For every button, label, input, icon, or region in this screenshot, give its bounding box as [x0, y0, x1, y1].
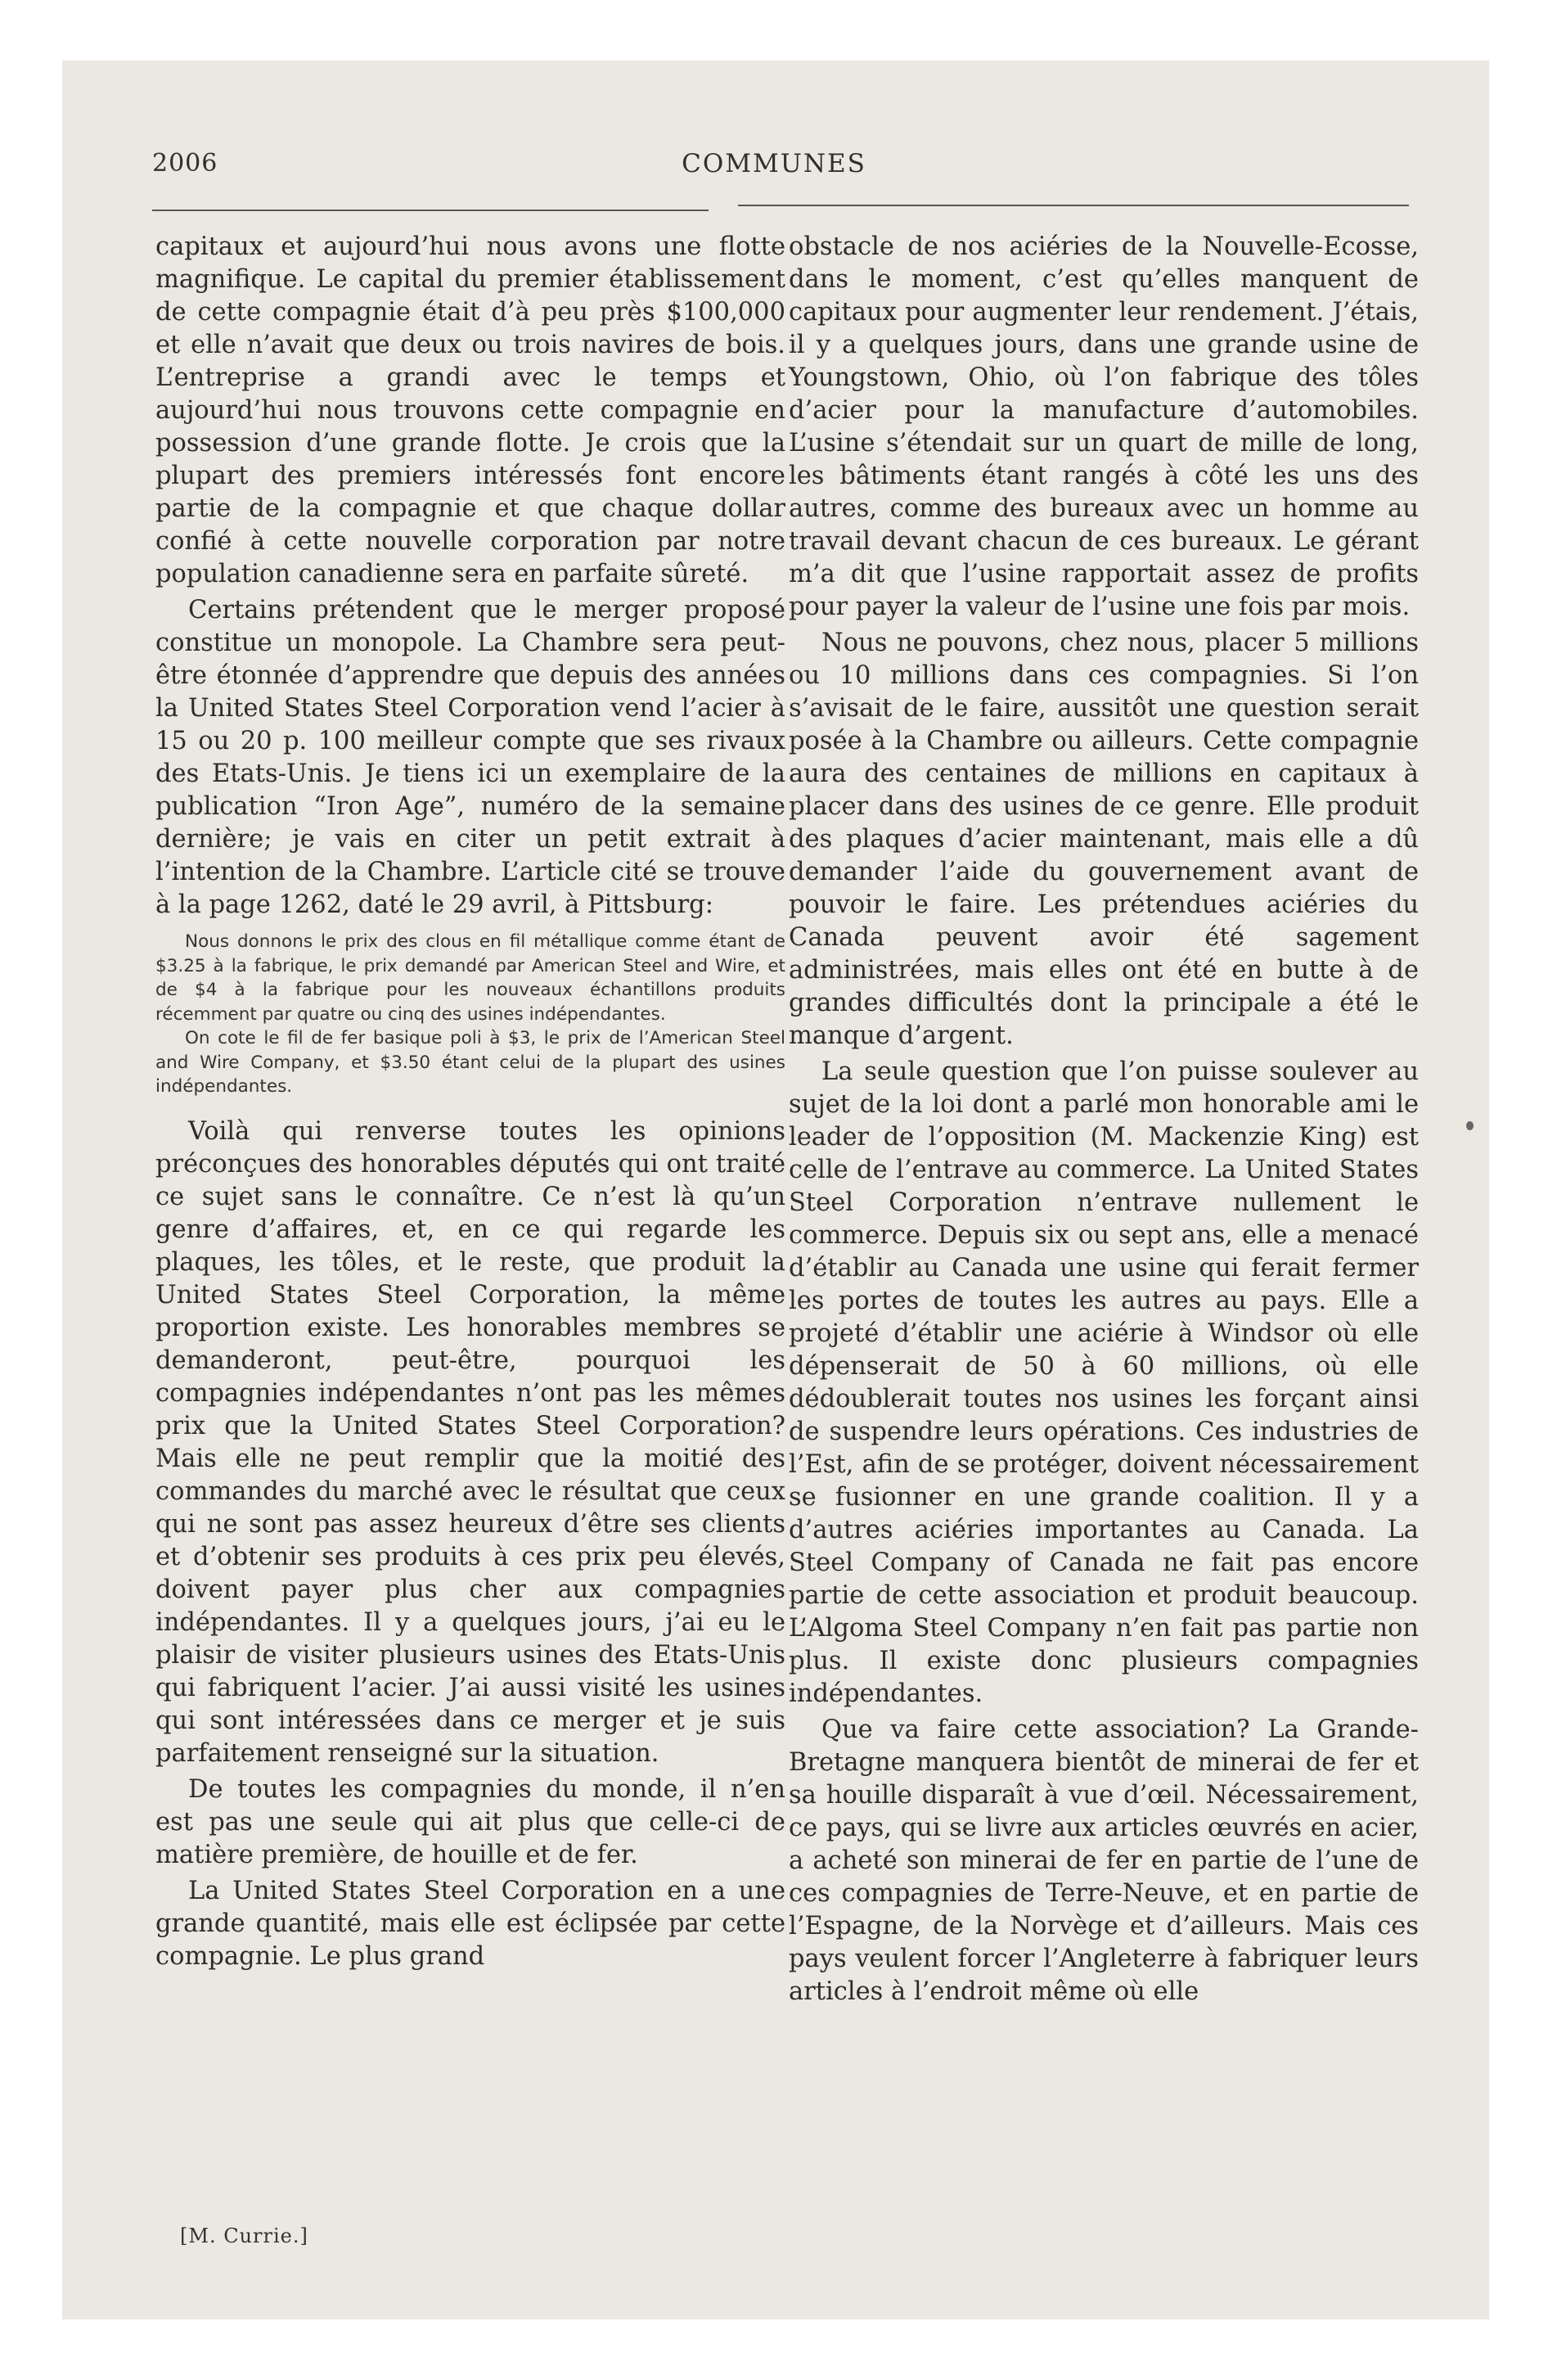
paragraph: Certains prétendent que le merger proposé constitue un monopole. La Chambre sera peut-être étonnée d’apprendre que depuis des années la United States Steel Corporation vend l’acier à 15 ou 20 p. 100 meilleur compte que ses rivaux des Etats-Unis. Je tiens ici un exemplaire de la publication “Iron Age”, numéro de la semaine dernière; je vais en citer un petit extrait à l’intention de la Chambre. L’article cité se trouve à la page 1262, daté le 29 avril, à Pittsburg: [155, 596, 785, 919]
header-rule-right [738, 205, 1409, 206]
quote-paragraph: On cote le fil de fer basique poli à $3, le prix de l’American Steel and Wire Company, et $3.50 étant celui de la plupart des usines indépendantes. [155, 1028, 785, 1097]
paragraph: Voilà qui renverse toutes les opinions préconçues des honorables députés qui ont traité ce sujet sans le connaître. Ce n’est là qu’un genre d’affaires, et, en ce qui regarde les plaques, les tôles, et le reste, que produit la United States Steel Corporation, la même proportion existe. Les honorables membres se demanderont, peut-être, pourquoi les compagnies indépendantes n’ont pas les mêmes prix que la United States Steel Corporation? Mais elle ne peut remplir que la moitié des commandes du marché avec le résultat que ceux qui ne sont pas assez heureux d’être ses clients et d’obtenir ses produits à ces prix peu élevés, doivent payer plus cher aux compagnies indépendantes. Il y a quelques jours, j’ai eu le plaisir de visiter plusieurs usines des Etats-Unis qui fabriquent l’acier. J’ai aussi visité les usines qui sont intéressées dans ce merger et je suis parfaitement renseigné sur la situation. [155, 1116, 785, 1768]
right-column [789, 231, 1419, 2012]
paragraph: Nous ne pouvons, chez nous, placer 5 millions ou 10 millions dans ces compagnies. Si l’on s’avisait de le faire, aussitôt une question serait posée à la Chambre ou ailleurs. Cette compagnie aura des centaines de millions en capitaux à placer dans des usines de ce genre. Elle produit des plaques d’acier maintenant, mais elle a dû demander l’aide du gouvernement avant de pouvoir le faire. Les prétendues aciéries du Canada peuvent avoir été sagement administrées, mais elles ont été en butte à de grandes difficultés dont la principale a été le manque d’argent. [789, 629, 1419, 1050]
block-quote [155, 930, 785, 1099]
header-rule-left [152, 210, 709, 211]
quote-paragraph: Nous donnons le prix des clous en fil métallique comme étant de $3.25 à la fabrique, le prix demandé par American Steel and Wire, et de $4 à la fabrique pour les nouveaux échantillons produits récemment par quatre ou cinq des usines indépendantes. [155, 931, 785, 1025]
paragraph: capitaux et aujourd’hui nous avons une flotte magnifique. Le capital du premier établissement de cette compagnie était d’à peu près $100,000 et elle n’avait que deux ou trois navires de bois. L’entreprise a grandi avec le temps et aujourd’hui nous trouvons cette compagnie en possession d’une grande flotte. Je crois que la plupart des premiers intéressés font encore partie de la compagnie et que chaque dollar confié à cette nouvelle corporation par notre population canadienne sera en parfaite sûreté. [155, 232, 785, 588]
paragraph: obstacle de nos aciéries de la Nouvelle-Ecosse, dans le moment, c’est qu’elles manquent de capitaux pour augmenter leur rendement. J’étais, il y a quelques jours, dans une grande usine de Youngstown, Ohio, où l’on fabrique des tôles d’acier pour la manufacture d’automobiles. L’usine s’étendait sur un quart de mille de long, les bâtiments étant rangés à côté les uns des autres, comme des bureaux avec un homme au travail devant chacun de ces bureaux. Le gérant m’a dit que l’usine rapportait assez de profits pour payer la valeur de l’usine une fois par mois. [789, 232, 1419, 621]
ink-speck [1466, 1121, 1474, 1130]
speaker-attribution: [M. Currie.] [180, 2224, 308, 2247]
left-column [155, 231, 785, 1977]
running-head: COMMUNES [682, 149, 866, 178]
paragraph: De toutes les compagnies du monde, il n’en est pas une seule qui ait plus que celle-ci de matière première, de houille et de fer. [155, 1774, 785, 1869]
paragraph: La seule question que l’on puisse soulever au sujet de la loi dont a parlé mon honorable ami le leader de l’opposition (M. Mackenzie King) est celle de l’entrave au commerce. La United States Steel Corporation n’entrave nullement le commerce. Depuis six ou sept ans, elle a menacé d’établir au Canada une usine qui ferait fermer les portes de toutes les autres au pays. Elle a projeté d’établir une aciérie à Windsor où elle dépenserait de 50 à 60 millions, où elle dédoublerait toutes nos usines les forçant ainsi de suspendre leurs opérations. Ces industries de l’Est, afin de se protéger, doivent nécessairement se fusionner en une grande coalition. Il y a d’autres aciéries importantes au Canada. La Steel Company of Canada ne fait pas encore partie de cette association et produit beaucoup. L’Algoma Steel Company n’en fait pas partie non plus. Il existe donc plusieurs compagnies indépendantes. [789, 1057, 1419, 1708]
paragraph: La United States Steel Corporation en a une grande quantité, mais elle est éclipsée par cette compagnie. Le plus grand [155, 1876, 785, 1971]
page-number: 2006 [152, 149, 218, 178]
paragraph: Que va faire cette association? La Grande-Bretagne manquera bientôt de minerai de fer et sa houille disparaît à vue d’œil. Nécessairement, ce pays, qui se livre aux articles œuvrés en acier, a acheté son minerai de fer en partie de l’une de ces compagnies de Terre-Neuve, et en partie de l’Espagne, de la Norvège et d’ailleurs. Mais ces pays veulent forcer l’Angleterre à fabriquer leurs articles à l’endroit même où elle [789, 1715, 1419, 2006]
page-header [152, 149, 1396, 190]
